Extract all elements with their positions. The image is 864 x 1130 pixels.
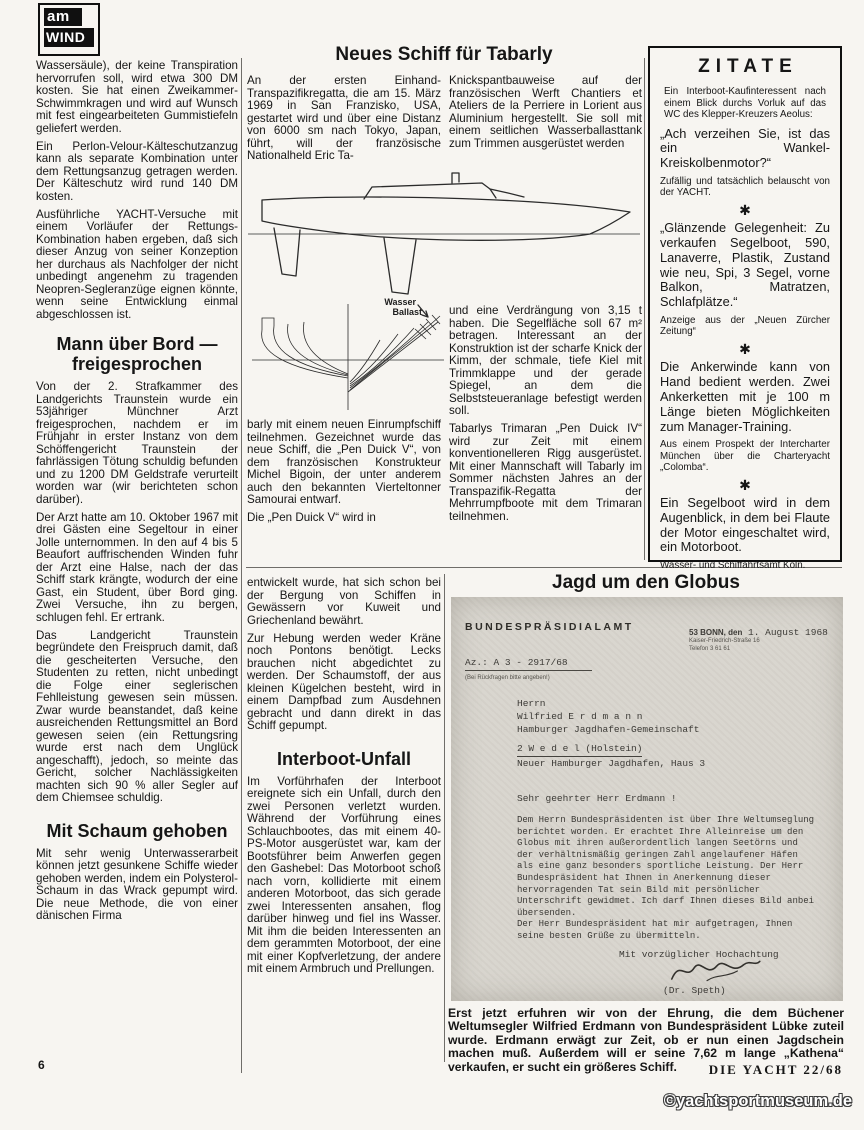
paragraph: Tabarlys Trimaran „Pen Duick IV“ wird zur Zeit mit einem konventionelleren Rigg ausgerüstet. Mit einer Mannschaft will Tabarly im Sommer nächsten Jahres an der Transpazifik-Regatta der Mehrrumpfboote mit dem Trimaran teilnehmen. <box>449 422 642 523</box>
column-rule-left <box>241 58 242 1073</box>
paragraph: Mit sehr wenig Unterwasserarbeit können jetzt gesunkene Schiffe wieder gehoben werden, indem ein Polysterol-Schaum in das Wrack gepumpt wird. Die neue Methode, die von einer dänischen Firma <box>36 846 238 922</box>
quote-source: Anzeige aus der „Neuen Zürcher Zeitung“ <box>660 315 830 338</box>
letter-reference-note: (Bei Rückfragen bitte angeben!) <box>465 675 550 681</box>
quote-text: Ein Segelboot wird in dem Augenblick, in dem bei Flaute der Motor eingeschaltet wird, ein Motorboot. <box>660 495 830 555</box>
paragraph: Der Arzt hatte am 10. Oktober 1967 mit drei Gästen eine Segeltour in einer Jolle unternommen. In den auf 4 bis 5 Beaufort auffrischenden Winden fuhr der Arzt eine Halse, nach der das Schiff stark krängte, wodurch der eine Gast, ein Student, über Bord ging. Zwei Versuche, ihn zu bergen, schlugen fehl. Er ertrank. <box>36 510 238 624</box>
letter-body-paragraph: Der Herr Bundespräsident hat mir aufgetragen, Ihnen seine besten Grüße zu übermitteln. <box>517 919 793 941</box>
paragraph: An der ersten Einhand-Transpazifikregatta, die am 15. März 1969 in San Franzisko, USA, gestartet wird und über eine Distanz von 6000 sm nach Tokyo, Japan, führt, will der französische Nationalheld Eric Ta- <box>247 74 441 162</box>
left-column <box>36 60 238 928</box>
paragraph: Wassersäule), der keine Transpiration hervorrufen soll, wird etwa 300 DM kosten. Sie hat einen Zweikammer-Schwimmkragen und wird auf Wunsch mit fest eingearbeiteten Gummistiefeln geliefert werden. <box>36 59 238 135</box>
am-wind-logo <box>38 3 100 56</box>
letter-date: 1. August 1968 <box>748 627 828 638</box>
quote-intro: Ein Interboot-Kaufinteressent nach einem Blick durchs Vorluk auf das WC des Klepper-Kreuzers Aeolus: <box>664 86 826 120</box>
paragraph: Ausführliche YACHT-Versuche mit einem Vorläufer der Rettungs-Kombination haben ergeben, daß sich dieser Anzug von seiner Konzeption her durchaus als Nachfolger der nicht unbedingt angenehm zu tragenden Neopren-Segleranzüge eignen könnte, wenn seine Entwicklung einmal abgeschlossen ist. <box>36 207 238 321</box>
quote-source: Wasser- und Schiffahrtsamt Köln. <box>660 560 806 572</box>
heading-mit-schaum-gehoben: Mit Schaum gehoben <box>46 820 228 841</box>
letter-recipient: Herrn Wilfried E r d m a n n Hamburger Jagdhafen-Gemeinschaft 2 W e d e l (Holstein) Neuer Hamburger Jagdhafen, Haus 3 <box>517 698 706 769</box>
column-rule-right <box>644 58 645 560</box>
wasser-ballast-label-line2: Ballast <box>392 307 422 317</box>
tabarly-column-b <box>449 75 642 156</box>
paragraph: Von der 2. Strafkammer des Landgerichts Traunstein wurde ein 53jähriger Münchner Arzt freigesprochen, nachdem er im Frühjahr in erster Instanz von dem Schöffengericht Traunstein der fahrlässigen Tötung schuldig befunden und zu 1200 DM Geldstrafe verurteilt worden war (wir berichteten schon darüber). <box>36 380 238 506</box>
tabarly-column-a <box>247 75 441 168</box>
paragraph: barly mit einem neuen Einrumpfschiff teilnehmen. Gezeichnet wurde das neue Schiff, die „Pen Duick V“, von dem französischen Konstrukteur Michel Bigoin, der unter anderem auch den bekannten Vierteltonner Samourai entwarf. <box>247 418 441 506</box>
signature-scribble <box>659 955 771 987</box>
star-divider-icon: ✱ <box>739 342 751 359</box>
letter-salutation: Sehr geehrter Herr Erdmann ! <box>517 793 677 804</box>
letter-signer: (Dr. Speth) <box>663 985 726 996</box>
tabarly-column-a-cont <box>247 419 441 530</box>
heading-neues-schiff-tabarly: Neues Schiff für Tabarly <box>335 44 553 65</box>
quote-text: Die Ankerwinde kann von Hand bedient werden. Zwei Ankerketten mit je 100 m Länge bieten Möglichkeiten zum Manager-Training. <box>660 359 830 434</box>
paragraph: Ein Perlon-Velour-Kälteschutzanzug kann als separate Kombination unter dem Rettungsanzug getragen werden. Der Kälteschutz wird rund 140 DM kosten. <box>36 139 238 203</box>
paragraph: Knickspantbauweise auf der französischen Werft Chantiers et Ateliers de la Perriere in Lorient aus Aluminium hergestellt. Sie soll mit einem seitlichen Wasserballasttank zum Trimmen ausgerüstet werden <box>449 74 642 150</box>
watermark: ©yachtsportmuseum.de <box>663 1092 852 1110</box>
page-number: 6 <box>38 1058 45 1072</box>
tabarly-column-b-cont <box>449 305 642 529</box>
letter-head-right <box>689 627 839 653</box>
letter-city: 53 BONN, den <box>689 628 743 637</box>
quote-text: „Ach verzeihen Sie, ist das ein Wankel-Kreiskolbenmotor?“ <box>660 125 830 171</box>
paragraph: Die „Pen Duick V“ wird in <box>247 511 376 524</box>
logo-wind-text: WIND <box>44 28 94 47</box>
quote-text: „Glänzende Gelegenheit: Zu verkaufen Segelboot, 590, Lanaverre, Plastik, Zustand wie neu, Spi, 3 Segel, vorne Balkon, Matratzen, Schlafplätze.“ <box>660 220 830 310</box>
wasser-ballast-label-line1: Wasser <box>384 297 416 307</box>
star-divider-icon: ✱ <box>739 203 751 220</box>
letter-phone: Telefon 3 61 61 <box>689 645 731 652</box>
letter-reference: Az.: A 3 - 2917/68 <box>465 657 592 671</box>
letter-body-paragraph: Dem Herrn Bundespräsidenten ist über Ihre Weltumseglung berichtet worden. Er erachtet Ihre Alleinreise um den Globus mit ihren außerordentlich langen Seetörns und der verhältnismäßig geringen Zahl angelaufener Häfen als eine ganz besonders sportliche Leistung. Der Herr Bundespräsident hat Ihnen in Anerkennung dieser hervorragenden Tat sein Bild mit persönlicher Unterschrift gewidmet. Ich darf Ihnen dieses Bild anbei übersenden. <box>517 815 815 918</box>
yacht-profile-drawing <box>246 158 642 300</box>
journal-issue-label: DIE YACHT 22/68 <box>708 1062 843 1077</box>
star-divider-icon: ✱ <box>739 478 751 495</box>
letter-sender: BUNDESPRÄSIDIALAMT <box>465 621 634 633</box>
column-rule-bottom <box>444 574 445 1062</box>
quote-source: Aus einem Prospekt der Intercharter München über die Charteryacht „Colomba“. <box>660 439 830 473</box>
paragraph: Im Vorführhafen der Interboot ereignete sich ein Unfall, durch den zwei Personen verletzt wurden. Während der Vorführung eines Schlauchbootes, das mit einem 40-PS-Motor ausgerüstet war, kam der Bootsführer beim Anwerfen gegen den Gashebel: Das Motorboot schoß nach vorn, kollidierte mit einem anderen Motorboot, das sich gerade zwei Interessenten ansahen, flog darüber hinweg und fiel ins Wasser. Mit ihm die beiden Interessenten an dem gerammten Motorboot, der eine mit einer Kopfverletzung, der andere mit einem Armbruch und Prellungen. <box>247 774 441 975</box>
paragraph: und eine Verdrängung von 3,15 t haben. Die Segelfläche soll 67 m² betragen. Interessant an der Konstruktion ist der scharfe Knick der Kimm, der schmale, tiefe Kiel mit Trimmklappe und der gerade Spiegel, an dem die Selbststeueranlage befestigt werden soll. <box>449 304 642 417</box>
paragraph: Zur Hebung werden weder Kräne noch Pontons benötigt. Lecks brauchen nicht abgedichtet zu werden. Der Schaumstoff, der aus kleinen Kügelchen besteht, wird in einem Dampfbad zum Ausdehnen gebracht und dann direkt in das Schiff gepumpt. <box>247 631 441 732</box>
letter-caption: Erst jetzt erfuhren wir von der Ehrung, die dem Büchener Weltumsegler Wilfried Erdmann von Bundespräsident Lübke zuteil wurde. Erdmann erwägt zur Zeit, ob er nun einen Jagdschein machen muß. Außerdem will er seine 7,62 m lange „Kathena“ verkaufen, er sucht ein größeres Schiff. <box>448 1006 844 1074</box>
foam-column <box>247 577 441 981</box>
logo-am-text: am <box>44 8 82 26</box>
body-plan-drawing <box>250 296 446 414</box>
heading-mann-ueber-bord: Mann über Bord — freigesprochen <box>56 334 218 374</box>
quote-source: Zufällig und tatsächlich belauscht von der YACHT. <box>660 175 830 199</box>
heading-jagd-um-den-globus: Jagd um den Globus <box>552 572 740 593</box>
zitate-title: ZITATE <box>698 56 798 77</box>
zitate-box <box>648 46 842 572</box>
paragraph: entwickelt wurde, hat sich schon bei der Bergung von Schiffen in Gewässern vor Kuweit und Griechenland bewährt. <box>247 576 441 627</box>
letter-street: Kaiser-Friedrich-Straße 16 <box>689 638 760 644</box>
letter-scan <box>451 597 843 1001</box>
heading-interboot-unfall: Interboot-Unfall <box>277 748 411 769</box>
paragraph: Das Landgericht Traunstein begründete den Freispruch damit, daß die gescheiterten Versuche, den Studenten zu retten, nicht unbedingt die Folge einer seglerischen Fehlleistung gewesen sein müssen. Zwar wurde beanstandet, daß keine ausreichenden Rettungsmittel an Bord gewesen seien (ein Rettungsring wurde erst nach dem Unglück angeschafft), jedoch, so meinte das Gericht, solcher Nachlässigkeiten machten sich 90 % aller Segler auf dem Chiemsee schuldig. <box>36 628 238 804</box>
letter-closing: Mit vorzüglicher Hochachtung <box>619 949 779 960</box>
